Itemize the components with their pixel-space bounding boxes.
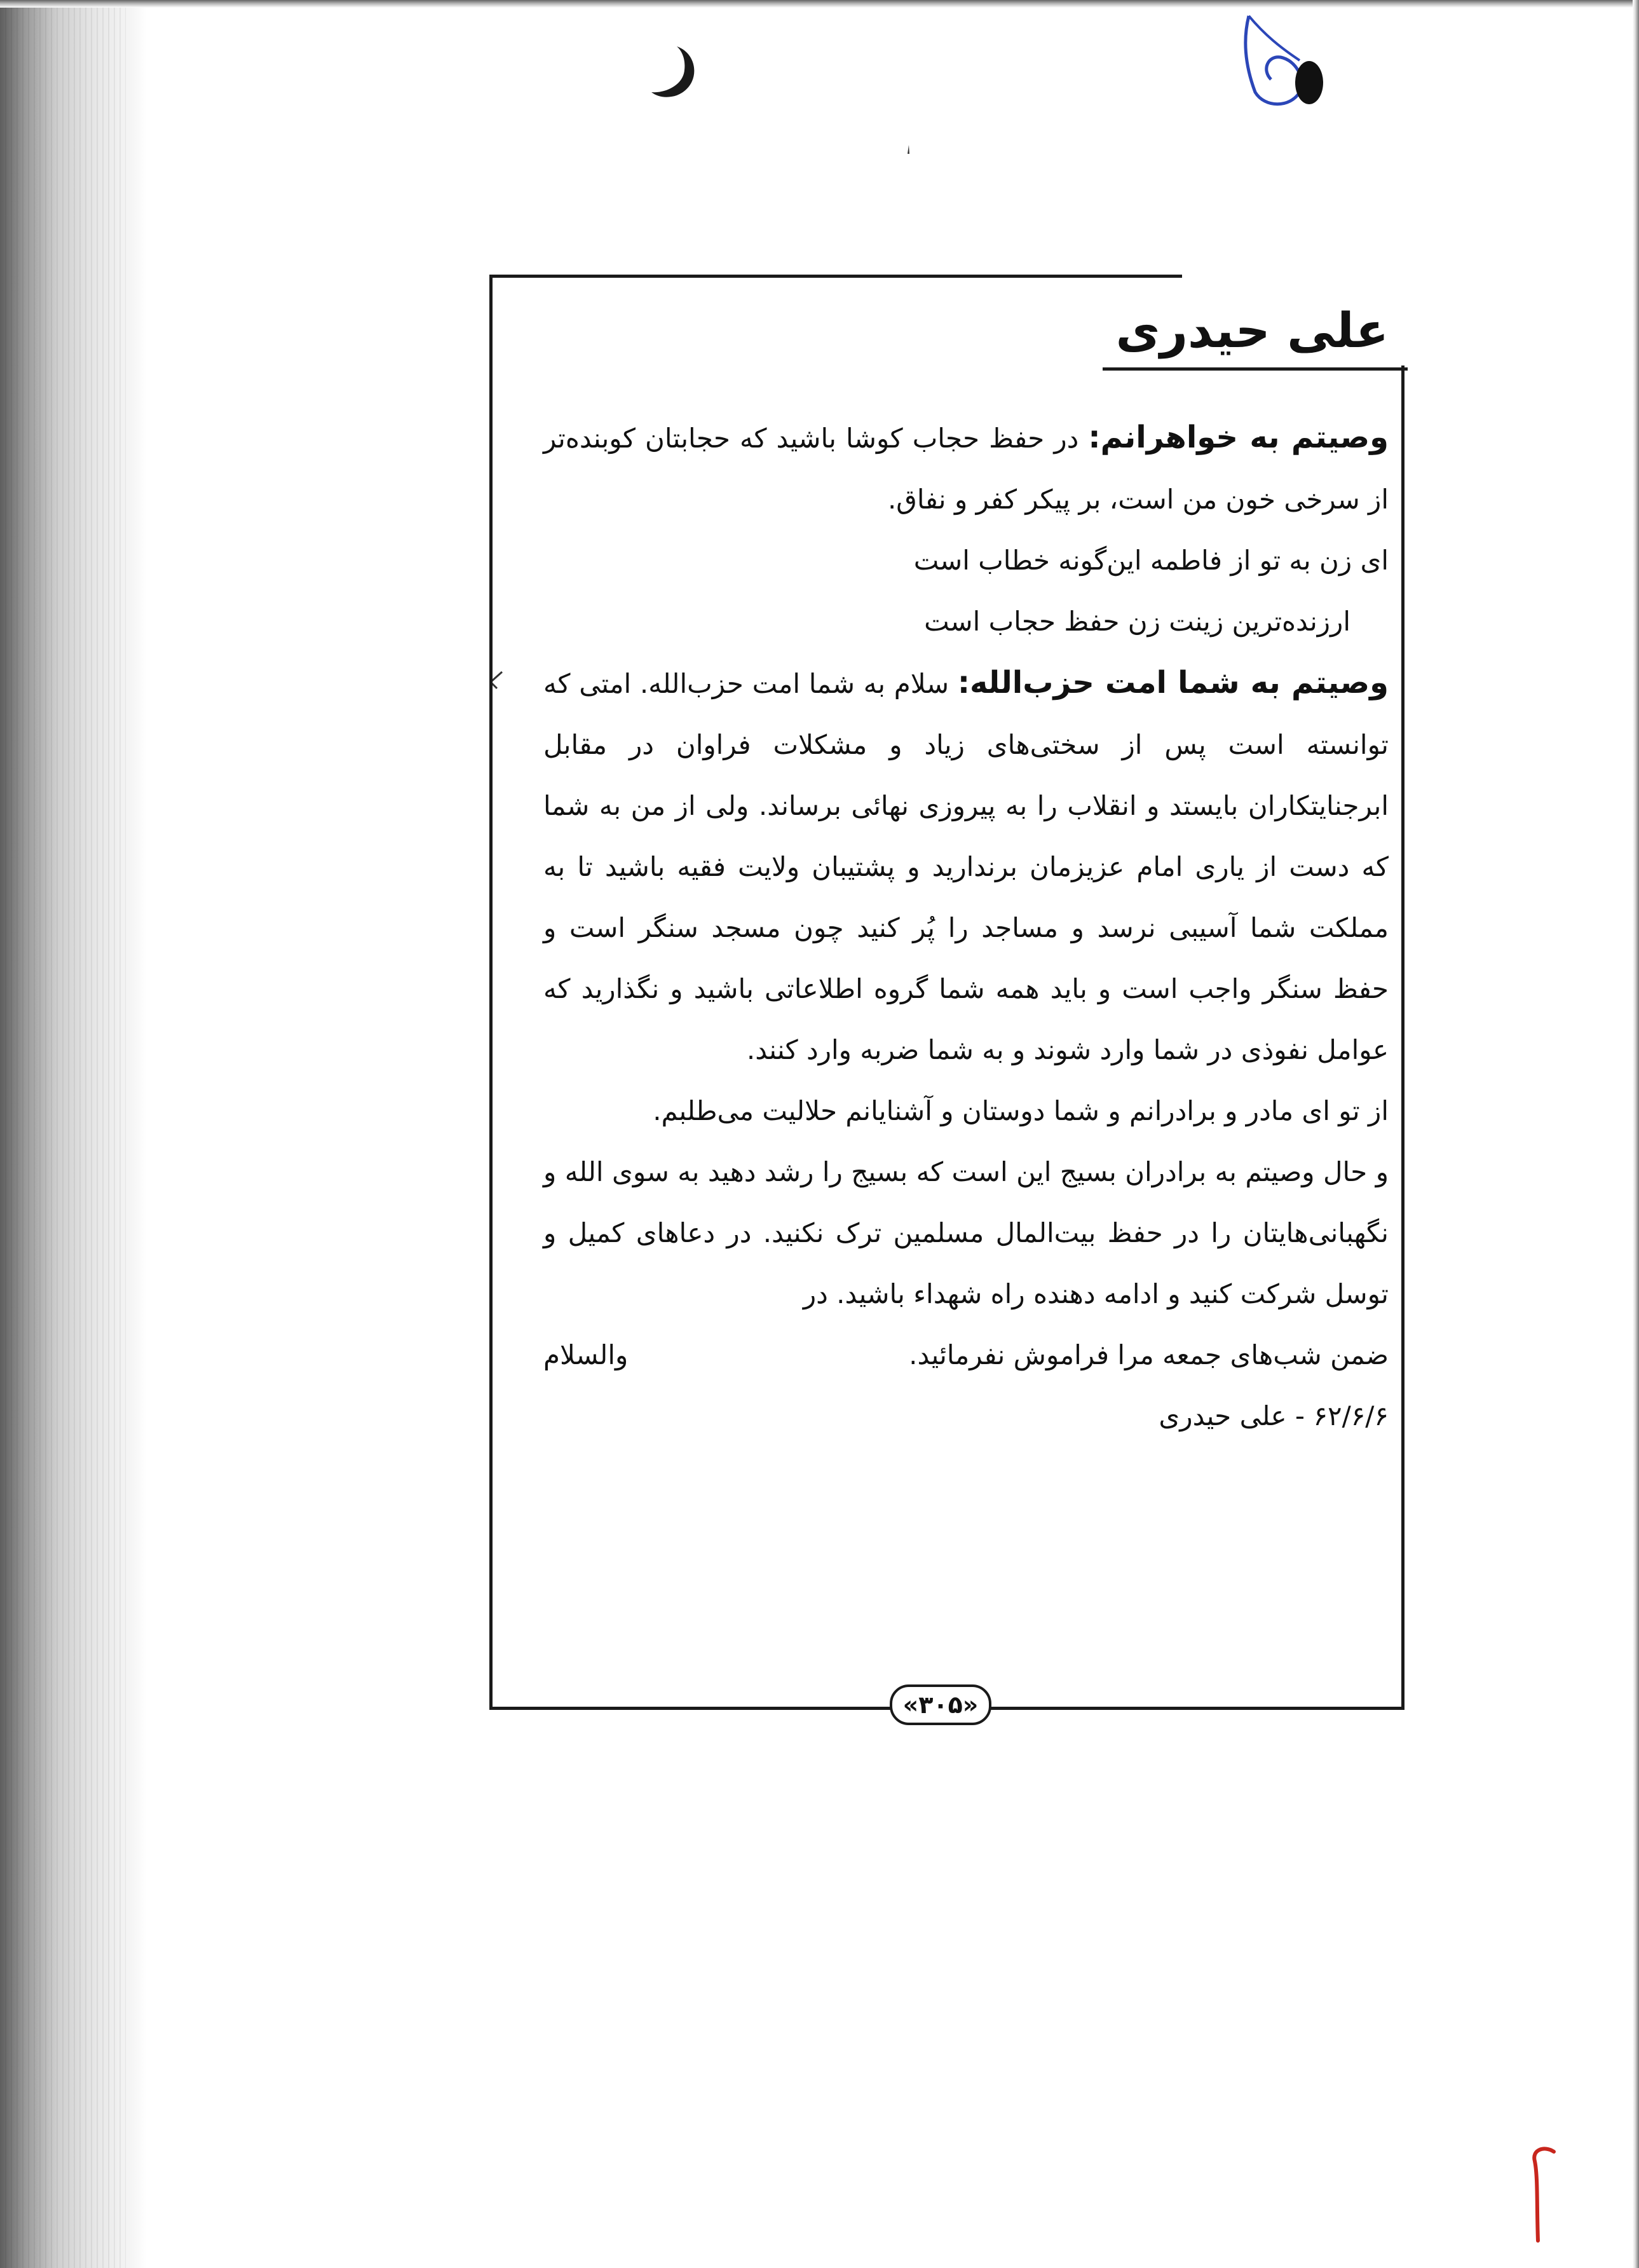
ummah-text: سلام به شما امت حزب‌الله. امتی که توانسته است پس از سختی‌های زیاد و مشکلات فراوان در مقابل ابرجنایتکاران بایستد و انقلاب را به پیروزی نهائی برساند. ولی از من به شما که دست از یاری امام عزیزمان برندارید و پشتیبان ولایت فقیه باشید تا به مملکت شما آسیبی نرسد و مساجد را پُر کنید چون مسجد سنگر است و حفظ سنگر واجب است و باید همه شما گروه اطلاعاتی باشید و نگذارید که عوامل نفوذی در شما وارد شوند و به شما ضربه وارد کنند. <box>543 668 1389 1065</box>
signature: ۶۲/۶/۶ - علی حیدری <box>1159 1400 1389 1431</box>
scan-top-edge <box>0 0 1639 8</box>
sisters-text: در حفظ حجاب کوشا باشید که حجابتان کوبنده‌تر از سرخی خون من است، بر پیکر کفر و نفاق. <box>543 423 1389 515</box>
family-paragraph: از تو ای مادر و برادرانم و شما دوستان و آشنایانم حلالیت می‌طلبم. <box>653 1095 1389 1126</box>
page-number: «۳۰۵» <box>890 1684 991 1725</box>
basij-paragraph: و حال وصیتم به برادران بسیج این است که بسیج را رشد دهید به سوی الله و نگهبانی‌هایتان را در حفظ بیت‌المال مسلمین ترک نکنید. در دعاهای کمیل و توسل شرکت کنید و ادامه دهنده راه شهداء باشید. در <box>543 1156 1389 1309</box>
ink-dot <box>906 145 912 155</box>
ummah-lead: وصیتم به شما امت حزب‌الله: <box>957 665 1389 700</box>
frame-top-rule <box>489 275 1182 278</box>
scan-right-edge <box>1633 0 1639 2268</box>
red-margin-mark <box>1519 2142 1563 2250</box>
verse-line-2: ارزنده‌ترین زینت زن حفظ حجاب است <box>924 606 1350 637</box>
closing-line <box>543 1325 1389 1386</box>
closing-text: ضمن شب‌های جمعه مرا فراموش نفرمائید. <box>909 1339 1389 1370</box>
frame-gap <box>1398 270 1407 365</box>
title-underline <box>1103 367 1408 371</box>
salutation: والسلام <box>543 1339 629 1370</box>
ink-crescent-mark <box>639 41 715 111</box>
blue-pen-scribble <box>1230 10 1331 114</box>
verse-line-1: ای زن به تو از فاطمه این‌گونه خطاب است <box>913 545 1389 576</box>
page-edge-shadow <box>0 0 146 2268</box>
sisters-paragraph <box>543 407 1389 530</box>
testament-body <box>543 407 1389 1447</box>
page-title: علی حیدری <box>1115 302 1389 359</box>
ummah-paragraph <box>543 652 1389 1081</box>
sisters-lead: وصیتم به خواهرانم: <box>1088 420 1389 455</box>
